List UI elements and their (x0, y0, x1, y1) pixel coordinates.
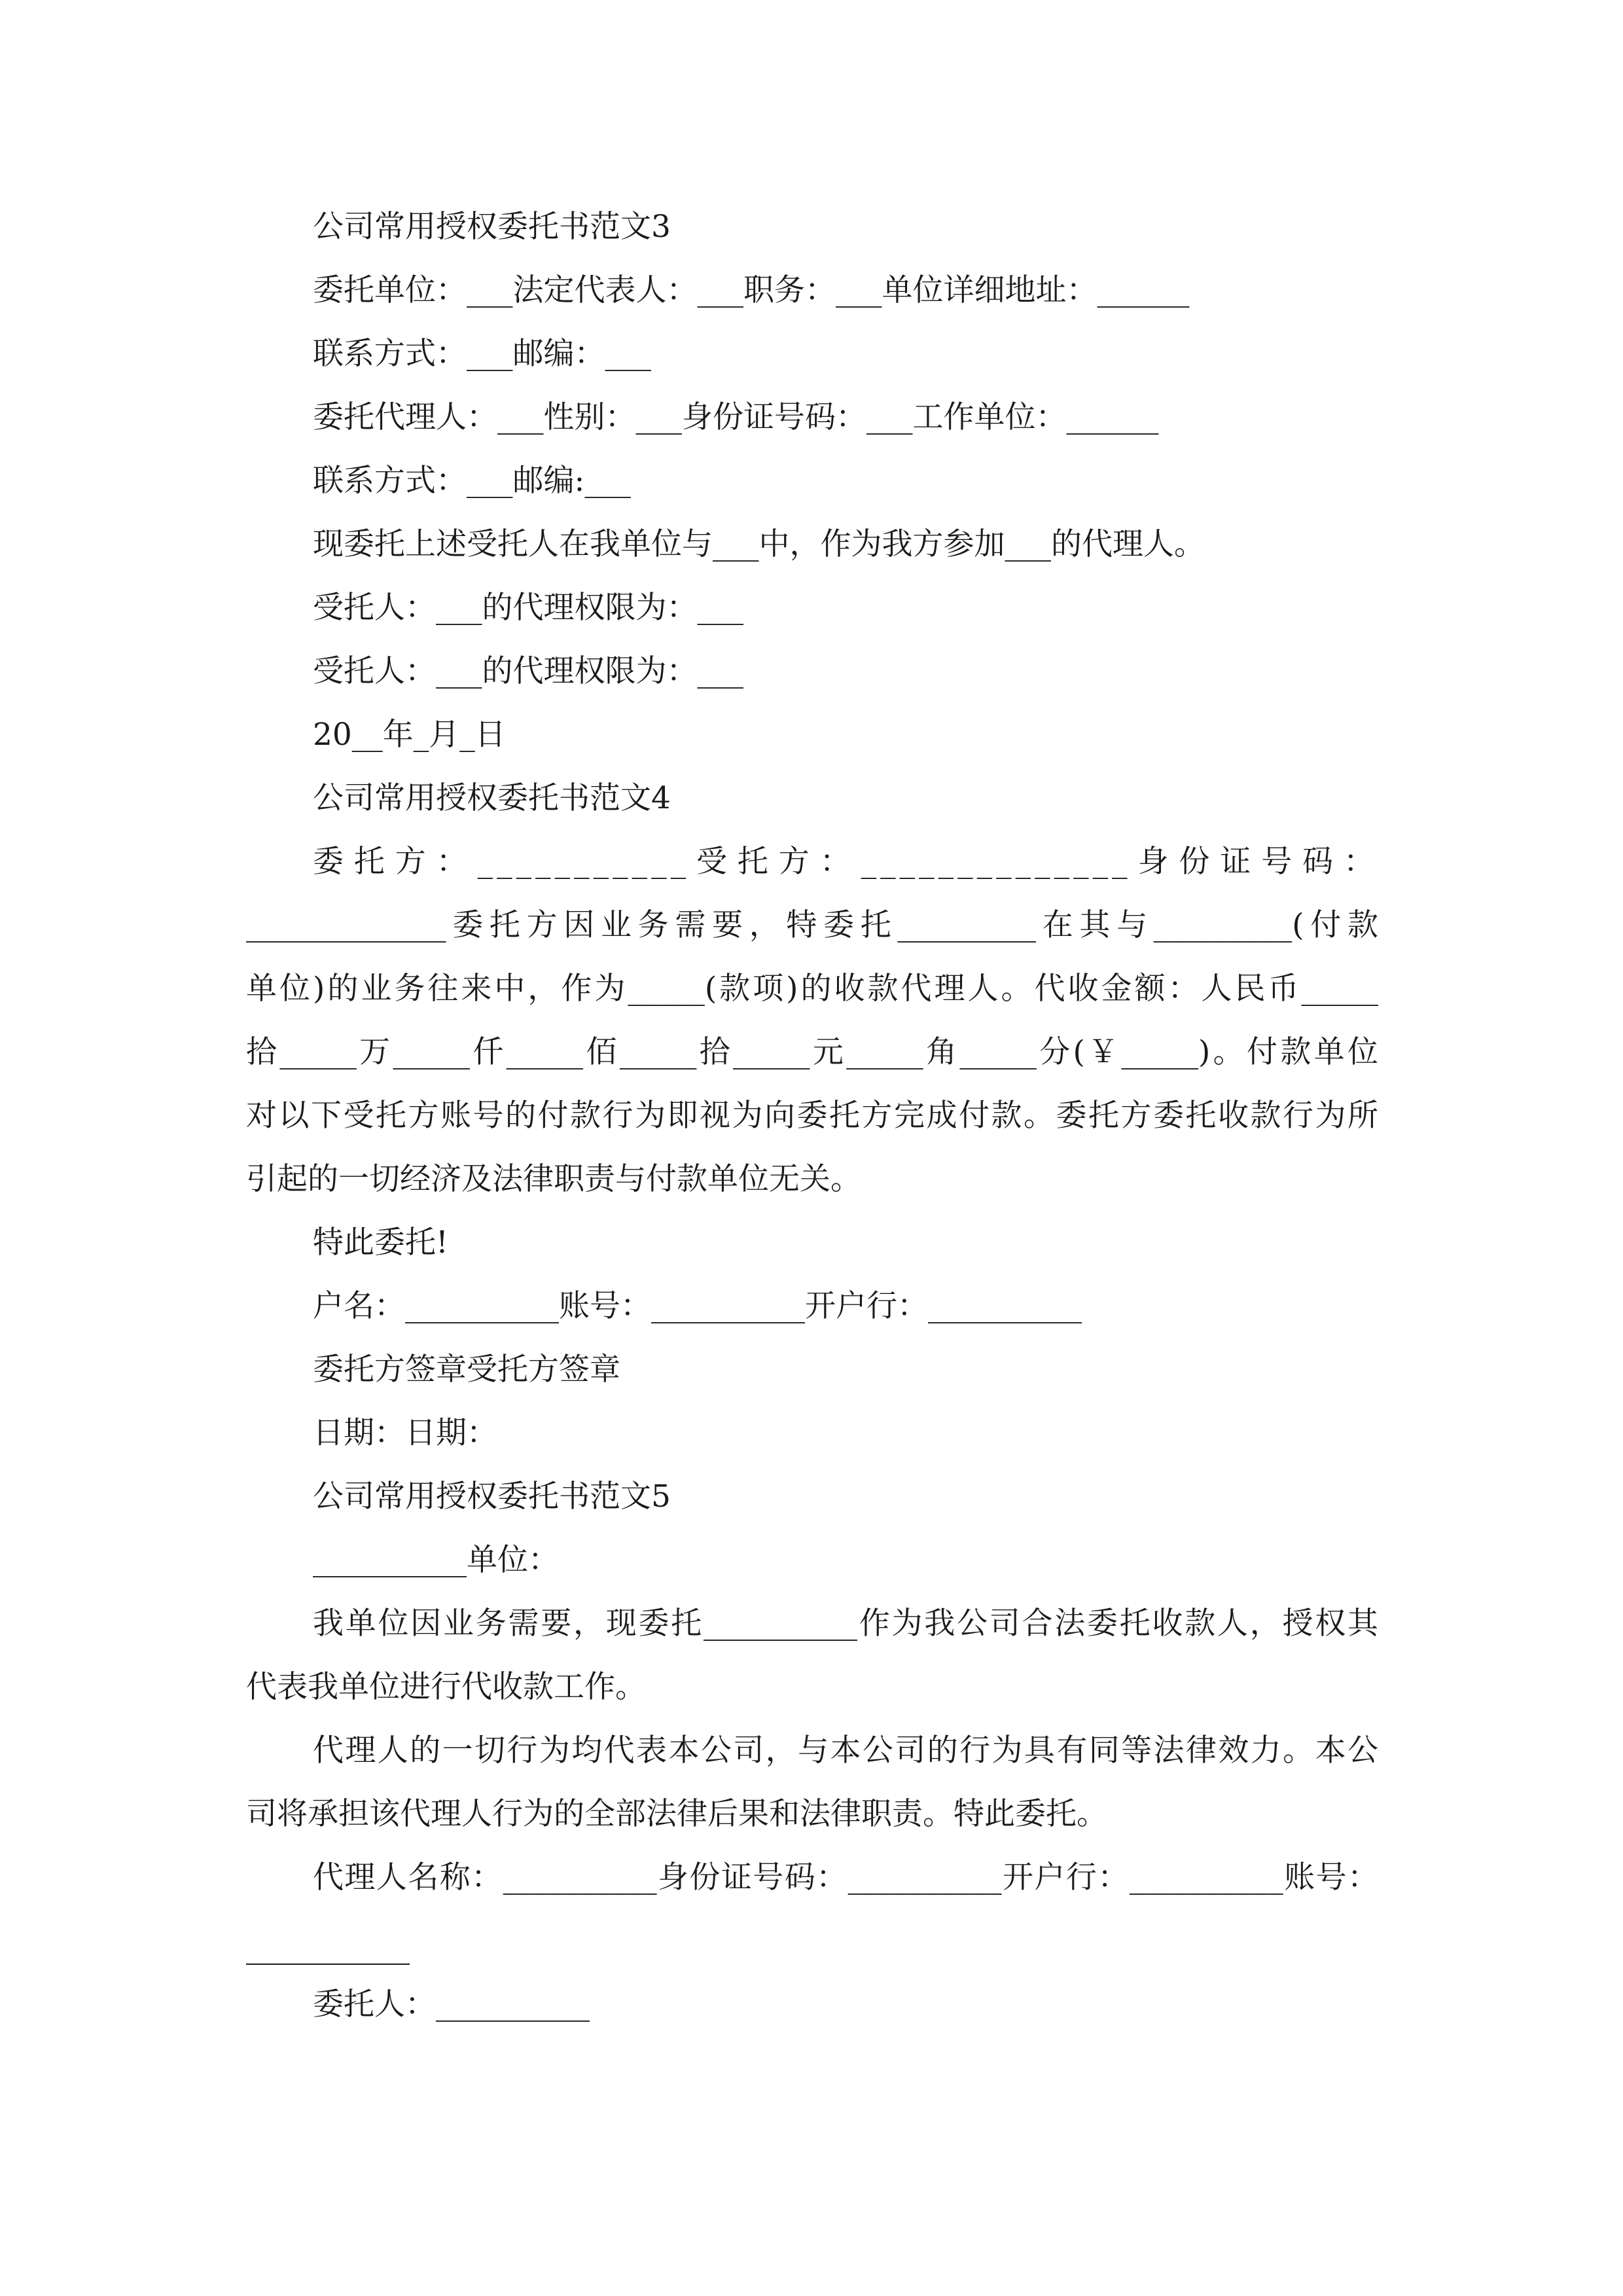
signature-line: 委托方签章受托方签章 (313, 1352, 620, 1388)
paragraph-line: 我单位因业务需要，现委托__________作为我公司合法委托收款人，授权其 (313, 1605, 1378, 1641)
paragraph-line: 单位)的业务往来中，作为_____(款项)的收款代理人。代收金额：人民币_____ (246, 971, 1378, 1007)
amount-line: 拾_____万_____仟_____佰_____拾_____元_____角_____分(￥_____)。付款单位 (246, 1034, 1378, 1070)
paragraph-last-line: 代表我单位进行代收款工作。 (246, 1669, 646, 1705)
signature-date-line: 日期：日期： (313, 1415, 497, 1451)
paragraph-last-line: 引起的一切经济及法律职责与付款单位无关。 (246, 1161, 861, 1197)
parties-line: 委托方：___________受托方：______________身份证号码： (313, 844, 1378, 880)
paragraph-last-line: 司将承担该代理人行为的全部法律后果和法律职责。特此委托。 (246, 1796, 1107, 1832)
addressee-line: __________单位： (313, 1542, 559, 1578)
paragraph-line: 代理人的一切行为均代表本公司，与本公司的行为具有同等法律效力。本公 (313, 1732, 1378, 1768)
paragraph-line: _____________委托方因业务需要，特委托_________在其与_________(付款 (246, 907, 1378, 943)
authority-line: 受托人：___的代理权限为：___ (313, 590, 743, 626)
contact-line: 联系方式：___邮编:___ (313, 463, 631, 499)
authority-line: 受托人：___的代理权限为：___ (313, 653, 743, 689)
paragraph-line: 对以下受托方账号的付款行为即视为向委托方完成付款。委托方委托收款行为所 (246, 1098, 1378, 1134)
date-line: 20__年_月_日 (313, 717, 506, 753)
agent-line: 委托代理人：___性别：___身份证号码：___工作单位：______ (313, 399, 1159, 435)
contact-line: 联系方式：___邮编：___ (313, 336, 651, 372)
heading-sample-3: 公司常用授权委托书范文3 (313, 209, 671, 245)
blank-underline (246, 1964, 410, 1965)
principal-unit-line: 委托单位：___法定代表人：___职务：___单位详细地址：______ (313, 272, 1190, 308)
account-line: 户名：__________账号：__________开户行：__________ (313, 1288, 1082, 1324)
principal-signature-line: 委托人：__________ (313, 1986, 590, 2022)
agent-details-line: 代理人名称：__________身份证号码：__________开户行：__________账号： (313, 1859, 1378, 1895)
heading-sample-4: 公司常用授权委托书范文4 (313, 780, 671, 816)
entrust-statement: 现委托上述受托人在我单位与___中，作为我方参加___的代理人。 (313, 526, 1205, 562)
heading-sample-5: 公司常用授权委托书范文5 (313, 1479, 671, 1515)
closing-line: 特此委托! (313, 1225, 448, 1261)
